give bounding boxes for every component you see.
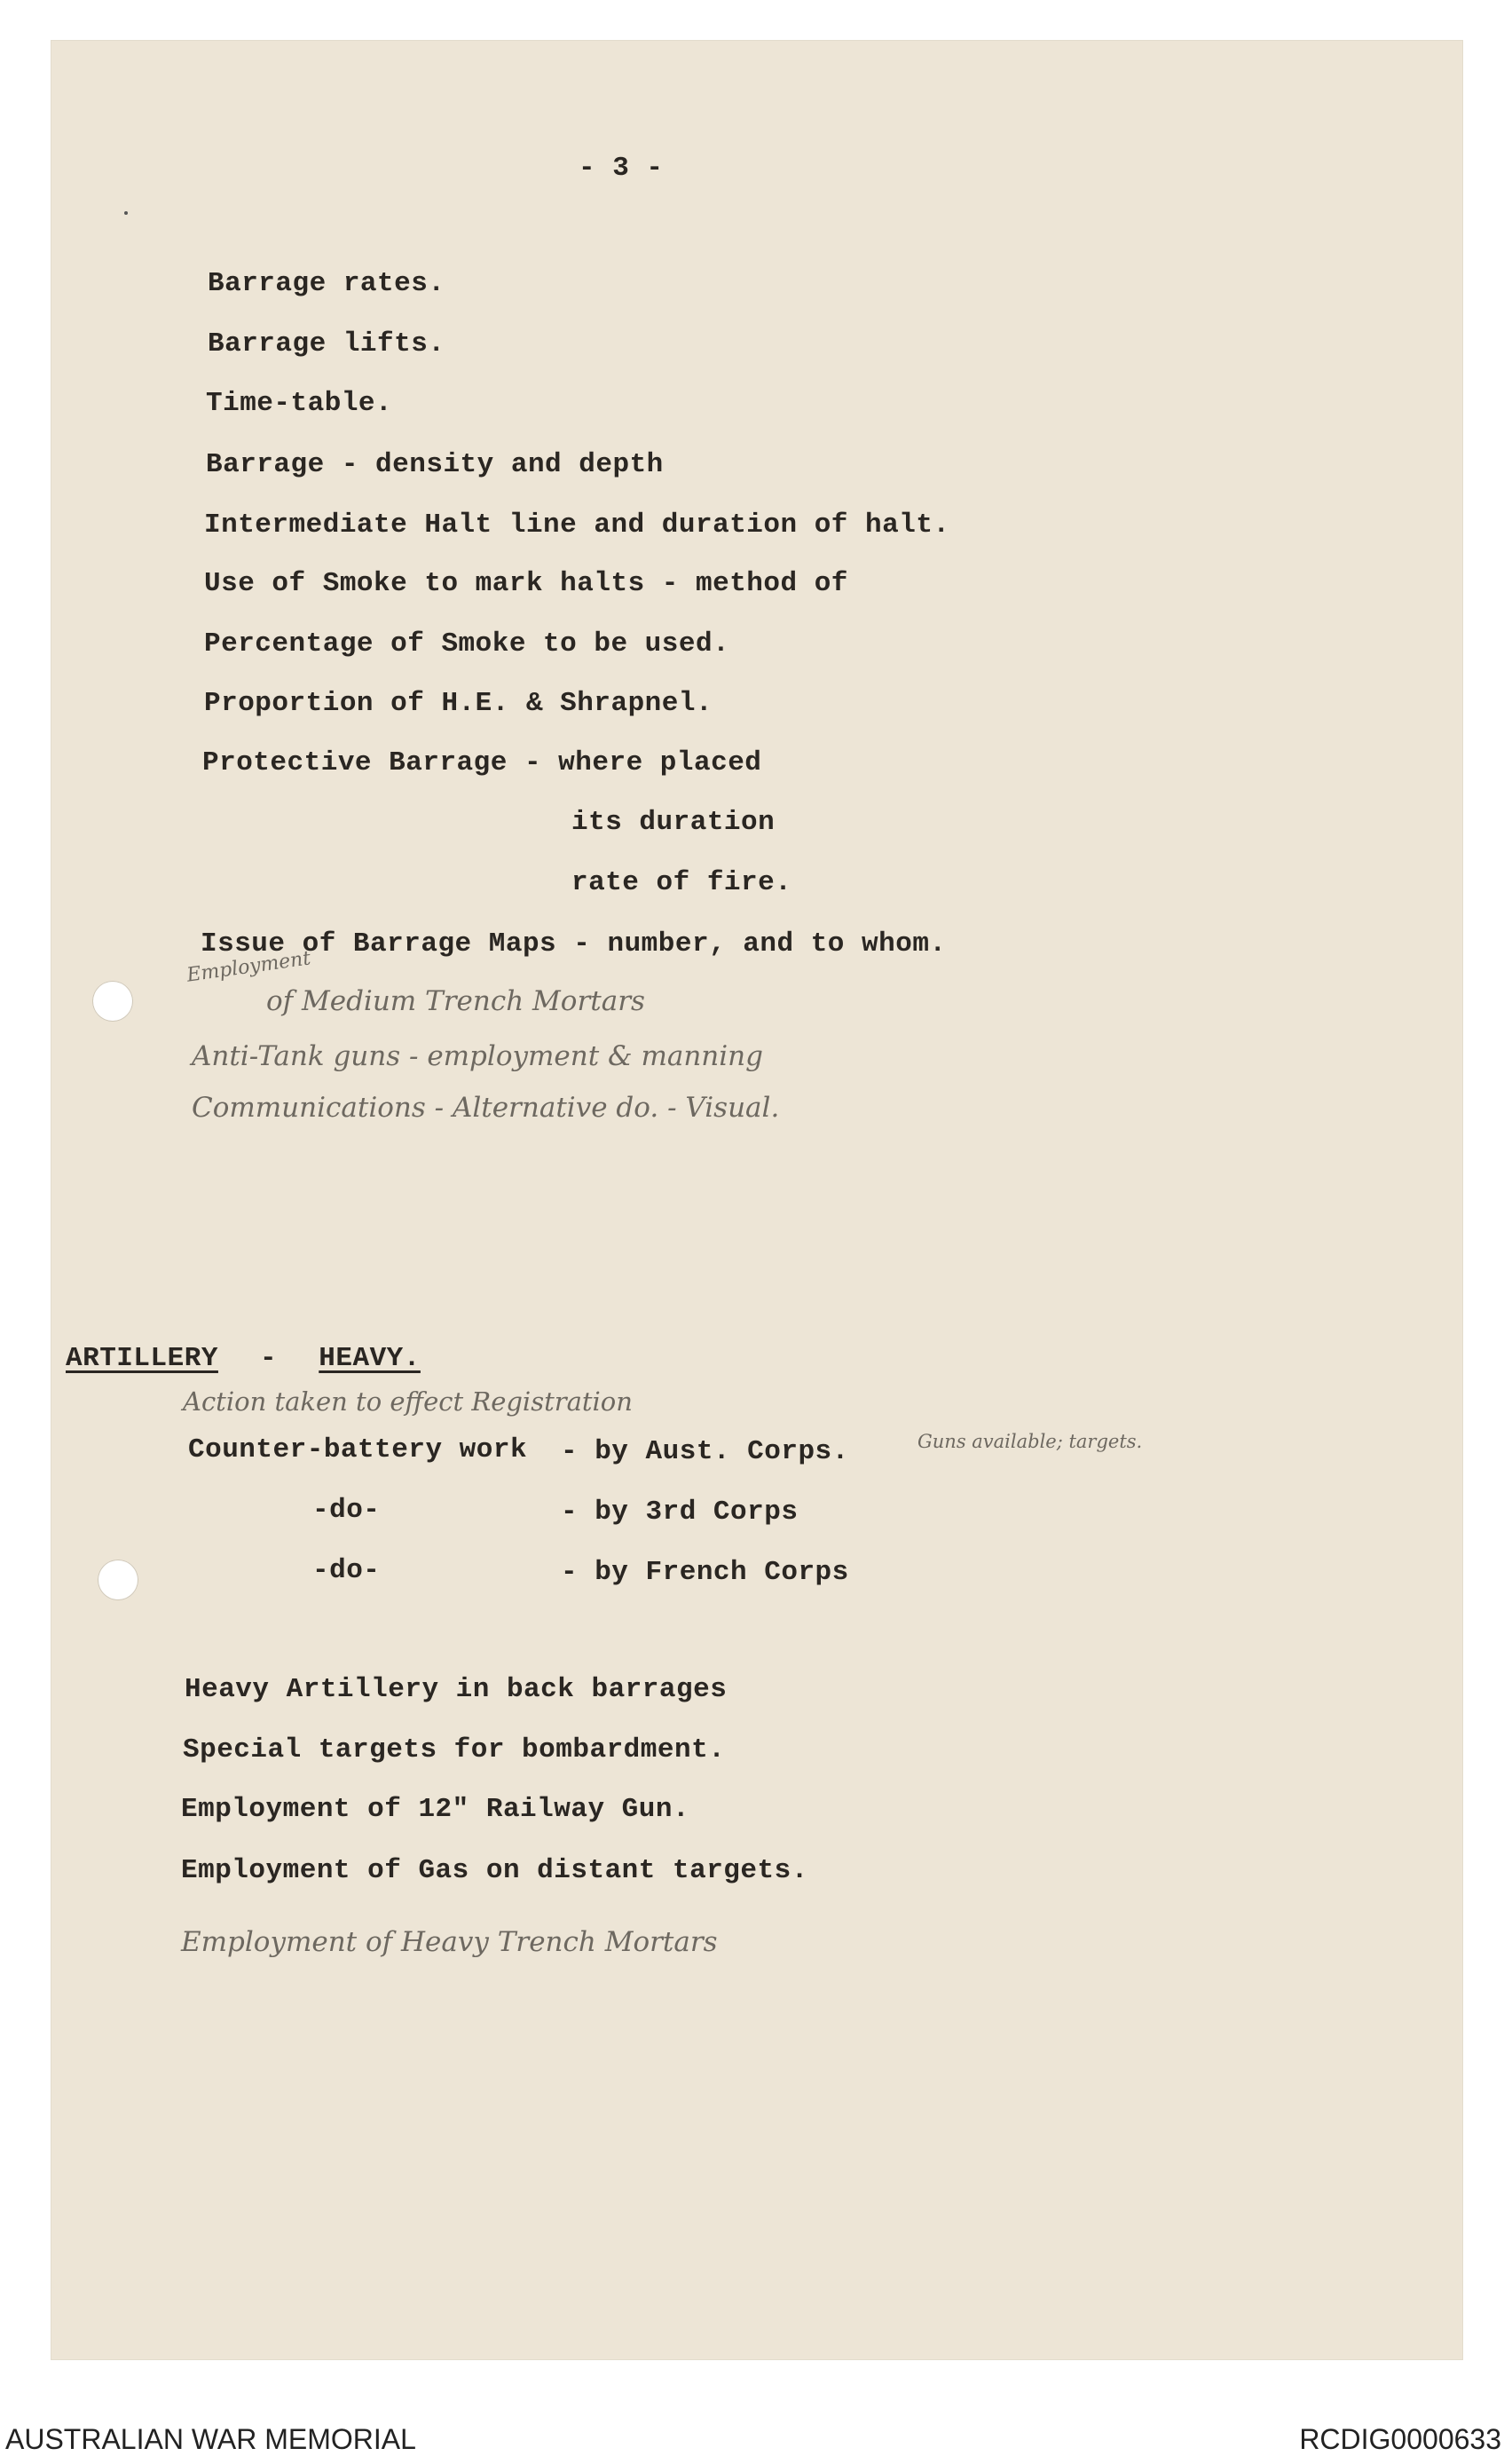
- cb-work-detail: - by French Corps: [561, 1557, 849, 1588]
- barrage-item: Barrage rates.: [208, 268, 445, 299]
- cb-work-label: -do-: [312, 1555, 381, 1586]
- barrage-item: Protective Barrage - where placed: [202, 747, 762, 778]
- barrage-item: Use of Smoke to mark halts - method of: [204, 568, 848, 599]
- cb-work-detail: - by Aust. Corps.: [561, 1436, 849, 1467]
- barrage-item: Intermediate Halt line and duration of halt.: [204, 509, 950, 541]
- barrage-item: its duration: [571, 807, 776, 838]
- punch-hole-bottom: [98, 1560, 138, 1600]
- footer-left: AUSTRALIAN WAR MEMORIAL: [5, 2423, 416, 2455]
- barrage-item: Percentage of Smoke to be used.: [204, 628, 730, 659]
- barrage-item: Barrage - density and depth: [206, 449, 664, 480]
- footer-right: RCDIG0000633: [1299, 2423, 1501, 2455]
- barrage-item: Issue of Barrage Maps - number, and to whom.: [201, 928, 947, 960]
- handwritten-note: Employment of Heavy Trench Mortars: [181, 1926, 718, 1958]
- barrage-item: Barrage lifts.: [208, 328, 445, 359]
- heavy-item: Heavy Artillery in back barrages: [185, 1674, 728, 1705]
- barrage-item: Proportion of H.E. & Shrapnel.: [204, 688, 713, 719]
- cb-work-label: Counter-battery work: [188, 1434, 528, 1465]
- heavy-item: Employment of Gas on distant targets.: [181, 1855, 808, 1886]
- heading-heavy: HEAVY.: [319, 1343, 421, 1374]
- page-number: - 3 -: [579, 153, 664, 184]
- handwritten-note: of Medium Trench Mortars: [266, 985, 645, 1017]
- handwritten-note: Communications - Alternative do. - Visual.: [192, 1092, 780, 1124]
- heavy-item: Special targets for bombardment.: [183, 1734, 726, 1765]
- barrage-item: Time-table.: [206, 388, 393, 419]
- cb-work-detail: - by 3rd Corps: [561, 1497, 799, 1528]
- barrage-item: rate of fire.: [571, 867, 792, 898]
- heavy-item: Employment of 12" Railway Gun.: [181, 1794, 690, 1825]
- heading-dash: -: [260, 1343, 278, 1374]
- heading-artillery: ARTILLERY: [66, 1343, 218, 1374]
- handwritten-note: Anti-Tank guns - employment & manning: [192, 1040, 763, 1072]
- handwritten-note: Action taken to effect Registration: [183, 1386, 633, 1417]
- handwritten-note: Guns available; targets.: [917, 1431, 1143, 1452]
- handwritten-note: Employment: [185, 947, 312, 987]
- paper-speck: [124, 211, 128, 215]
- punch-hole-top: [92, 981, 133, 1022]
- cb-work-label: -do-: [312, 1495, 381, 1526]
- section-heading: [66, 1343, 421, 1374]
